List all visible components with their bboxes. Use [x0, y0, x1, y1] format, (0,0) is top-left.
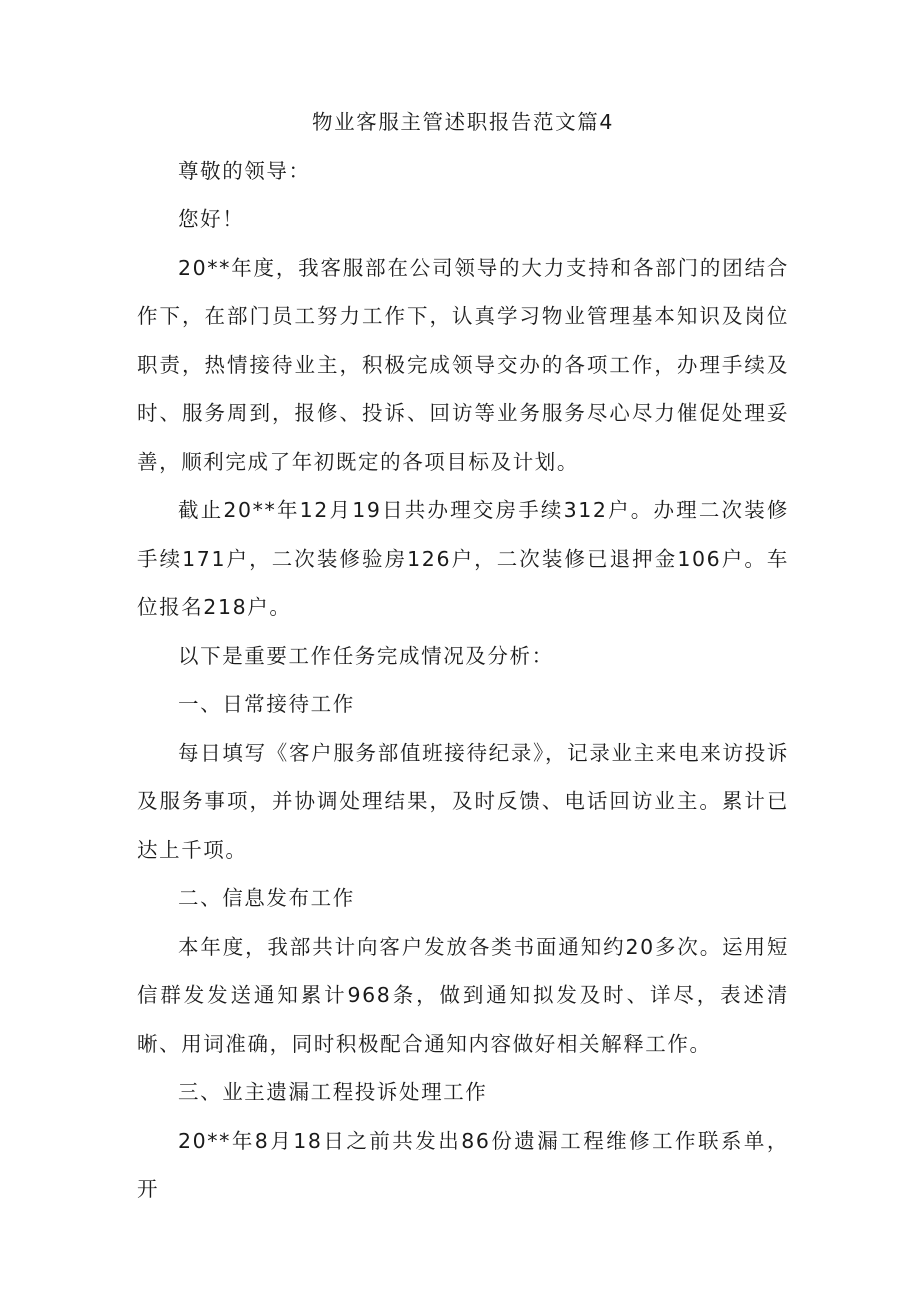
- salutation: 尊敬的领导：: [178, 158, 311, 183]
- greeting: 您好！: [178, 207, 245, 231]
- section-heading-complaints: 三、业主遗漏工程投诉处理工作: [178, 1080, 488, 1104]
- section-heading-notices: 二、信息发布工作: [178, 886, 355, 910]
- section-heading-reception: 一、日常接待工作: [178, 692, 355, 716]
- section-body-complaints: 20**年8月18日之前共发出86份遗漏工程维修工作联系单，开: [137, 1128, 789, 1201]
- section-body-notices: 本年度，我部共计向客户发放各类书面通知约20多次。运用短信群发发送通知累计968条，做到通知拟发及时、详尽，表述清晰、用词准确，同时积极配合通知内容做好相关解释工作。: [137, 934, 789, 1056]
- document-title: 物业客服主管述职报告范文篇4: [312, 110, 614, 134]
- stats-paragraph: 截止20**年12月19日共办理交房手续312户。办理二次装修手续171户，二次装修验房126户，二次装修已退押金106户。车位报名218户。: [137, 498, 789, 619]
- intro-paragraph: 20**年度，我客服部在公司领导的大力支持和各部门的团结合作下，在部门员工努力工作下，认真学习物业管理基本知识及岗位职责，热情接待业主，积极完成领导交办的各项工作，办理手续及时、服务周到，报修、投诉、回访等业务服务尽心尽力催促处理妥善，顺利完成了年初既定的各项目标及计划。: [137, 255, 789, 474]
- document-body: [137, 98, 789, 1214]
- analysis-intro: 以下是重要工作任务完成情况及分析：: [178, 643, 554, 668]
- section-body-reception: 每日填写《客户服务部值班接待纪录》，记录业主来电来访投诉及服务事项，并协调处理结果，及时反馈、电话回访业主。累计已达上千项。: [137, 740, 789, 862]
